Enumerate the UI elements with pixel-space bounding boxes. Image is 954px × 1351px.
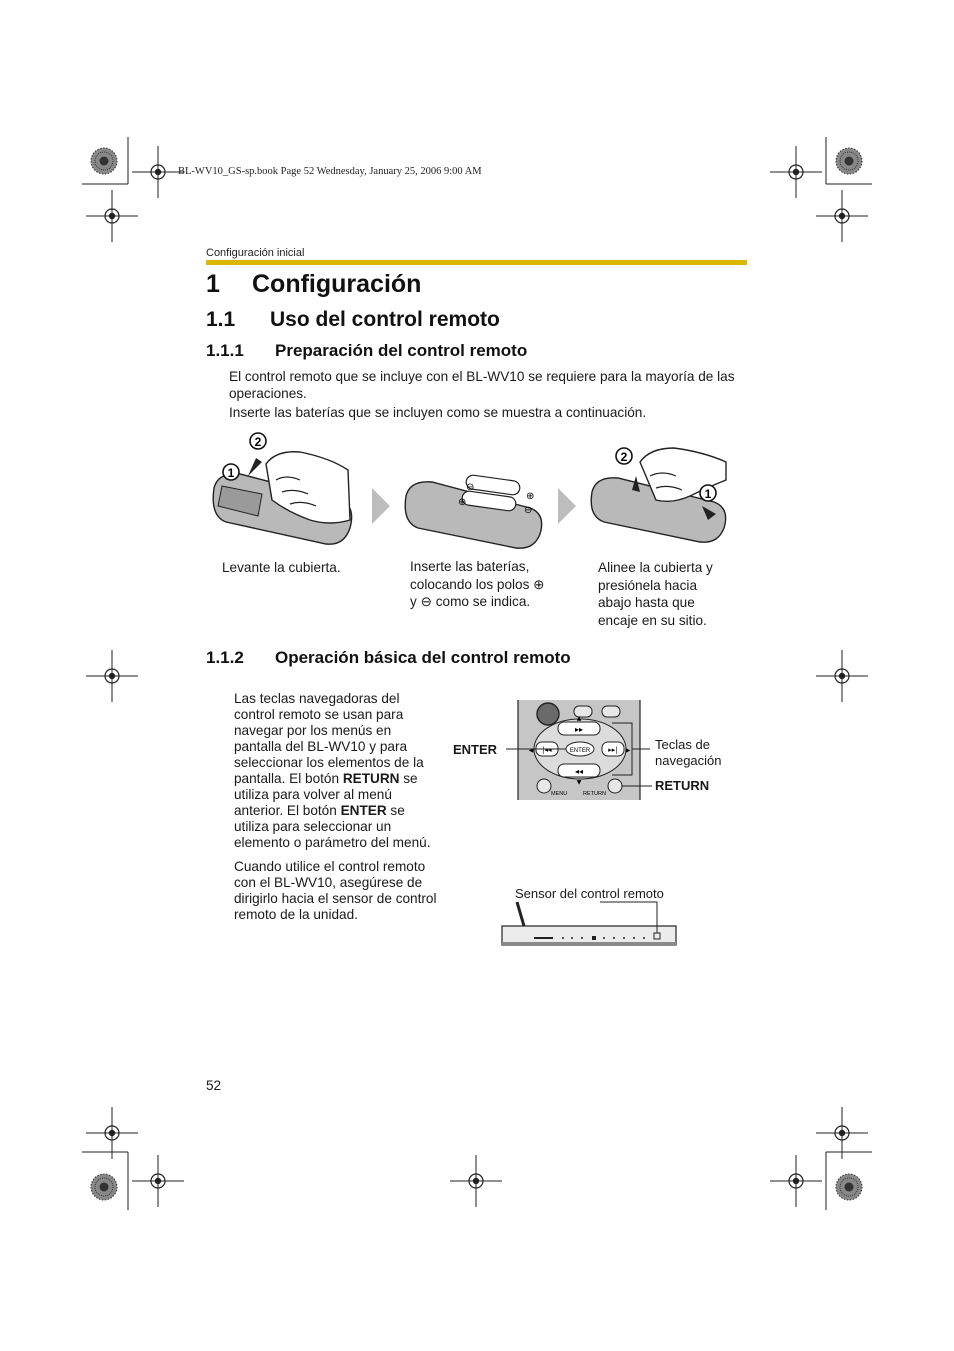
- print-header: BL-WV10_GS-sp.book Page 52 Wednesday, January 25, 2006 9:00 AM: [178, 166, 482, 177]
- step1-caption: Levante la cubierta.: [222, 560, 341, 575]
- battery-paragraph: Inserte las baterías que se incluyen como se muestra a continuación.: [229, 405, 647, 420]
- nav-keys-line2: navegación: [655, 752, 722, 768]
- section-number: 1.1: [206, 308, 236, 331]
- nav-keys-line1: Teclas de: [655, 737, 710, 752]
- step3-caption-line1: Alinee la cubierta y: [598, 560, 713, 575]
- svg-text:◀: ◀: [528, 747, 534, 754]
- step1-marker-2-label: 2: [254, 435, 262, 449]
- svg-text:⊖: ⊖: [466, 482, 475, 493]
- svg-text:▶: ▶: [625, 747, 631, 754]
- menu-key-label: MENU: [551, 791, 568, 797]
- svg-text:▸▸|: ▸▸|: [608, 746, 618, 754]
- unit-antenna: [517, 902, 524, 926]
- svg-text:▲: ▲: [576, 715, 582, 722]
- navigation-text-1: Las teclas navegadoras del control remoto se usan para navegar por los menús en pantalla del BL-WV10 y para seleccionar los elementos de la pantalla. El botón: [234, 691, 424, 786]
- step2-caption-line2: colocando los polos ⊕: [410, 576, 545, 592]
- running-head: Configuración inicial: [206, 247, 305, 259]
- subsection-2-title-text: Operación básica del control remoto: [275, 648, 571, 667]
- return-term: RETURN: [342, 771, 400, 786]
- subsection-2-number: 1.1.2: [206, 648, 244, 667]
- intro-paragraph: El control remoto que se incluye con el BL-WV10 se requiere para la mayoría de las operaciones.: [229, 369, 735, 401]
- sensor-label: Sensor del control remoto: [515, 886, 664, 901]
- svg-text:◂◂: ◂◂: [574, 767, 584, 776]
- enter-key-label: ENTER: [569, 748, 591, 754]
- step3-marker-2-label: 2: [620, 450, 628, 464]
- navigation-text-2: se utiliza para volver al menú anterior. El botón: [234, 771, 418, 818]
- page-number: 52: [206, 1078, 222, 1093]
- svg-text:⊕: ⊕: [458, 497, 467, 508]
- return-callout: RETURN: [655, 778, 710, 793]
- enter-callout: ENTER: [453, 742, 498, 757]
- step3-marker-1-label: 1: [704, 487, 712, 501]
- svg-text:▼: ▼: [576, 779, 582, 786]
- sensor-paragraph: Cuando utilice el control remoto con el BL-WV10, asegúrese de dirigirlo hacia el sensor de control remoto de la unidad.: [234, 859, 437, 922]
- step2-caption-line3: y ⊖ como se indica.: [410, 594, 531, 609]
- enter-term: ENTER: [340, 803, 387, 818]
- svg-text:|◂◂: |◂◂: [542, 746, 552, 754]
- step1-marker-1-label: 1: [227, 466, 235, 480]
- step2-caption-line1: Inserte las baterías,: [410, 559, 530, 574]
- return-key-label: RETURN: [583, 791, 606, 797]
- section-title-text: Uso del control remoto: [270, 308, 500, 331]
- svg-text:▸▸: ▸▸: [574, 725, 584, 734]
- svg-text:⊖: ⊖: [524, 505, 533, 516]
- subsection-1-title-text: Preparación del control remoto: [275, 341, 528, 360]
- chapter-number: 1: [206, 270, 220, 298]
- step3-caption-line4: encaje en su sitio.: [598, 612, 707, 628]
- navigation-text-3: se utiliza para seleccionar un elemento o parámetro del menú.: [234, 803, 431, 850]
- svg-text:⊕: ⊕: [526, 491, 535, 502]
- step3-caption-line2: presiónela hacia: [598, 577, 697, 593]
- step3-caption-line3: abajo hasta que: [598, 595, 695, 610]
- subsection-1-number: 1.1.1: [206, 341, 244, 360]
- chapter-title-text: Configuración: [252, 270, 422, 298]
